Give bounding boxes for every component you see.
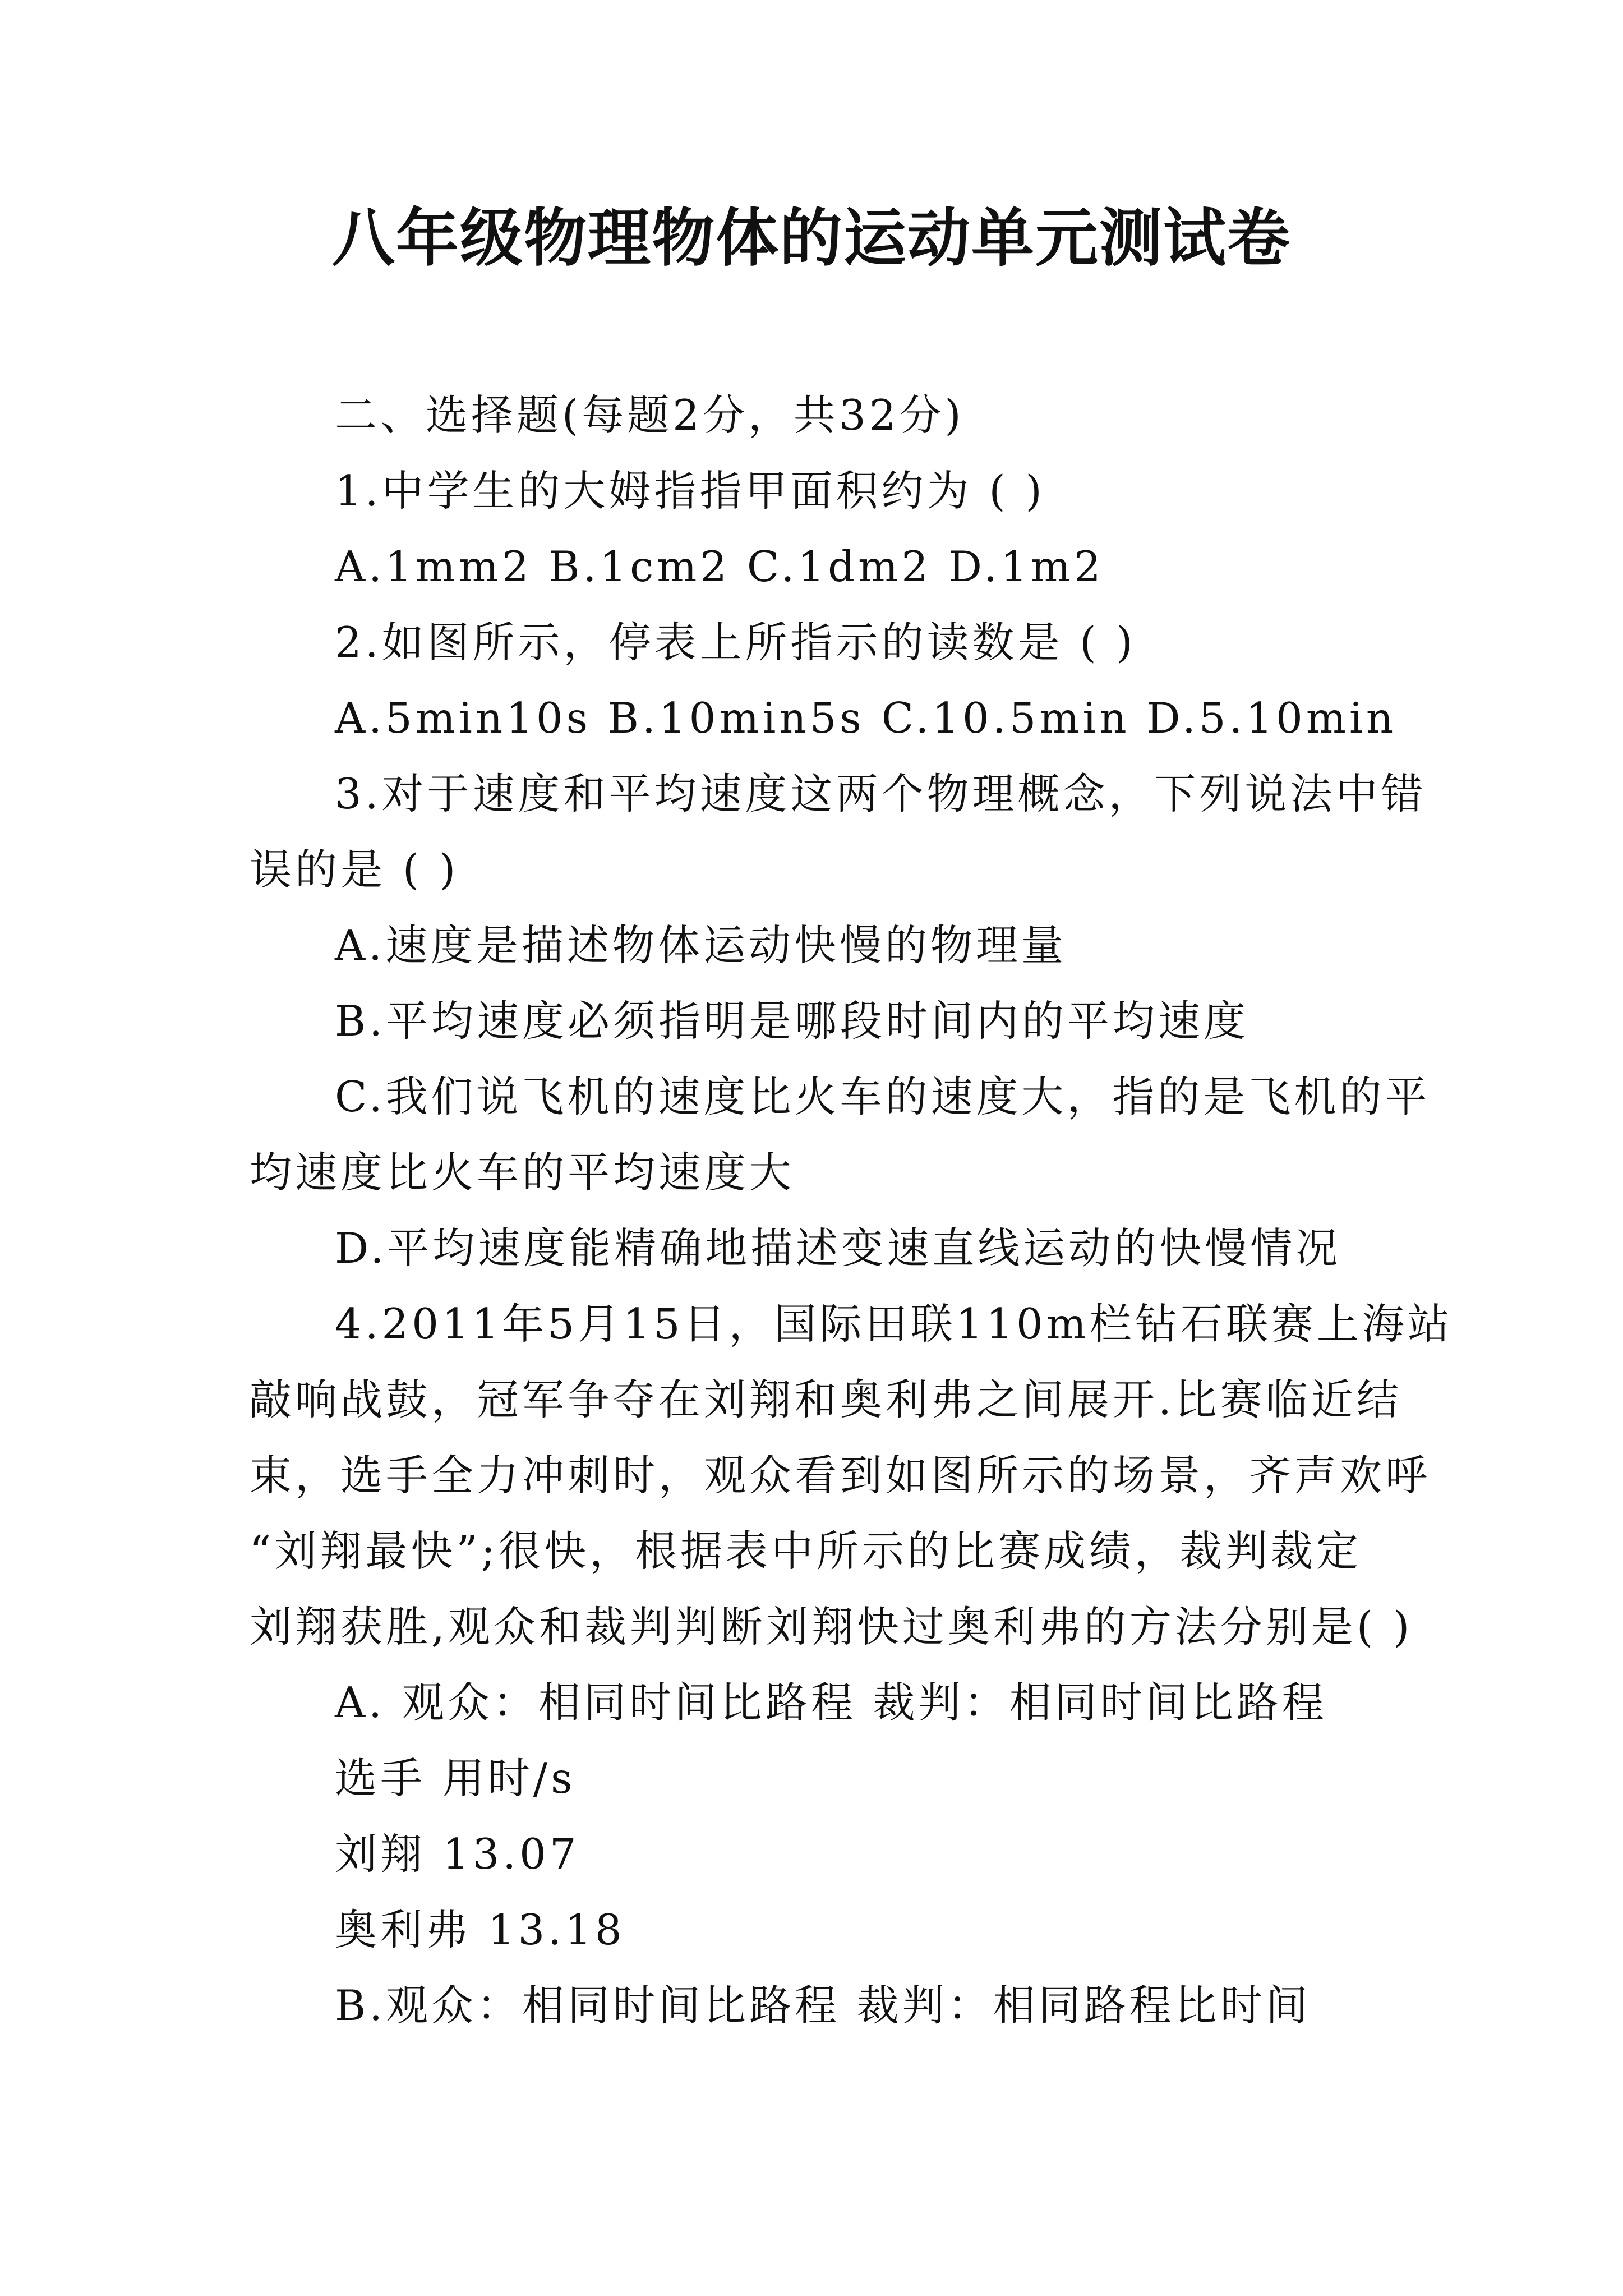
question-3: 3.对于速度和平均速度这两个物理概念，下列说法中错 xyxy=(335,769,1427,818)
question-3-option-a: A.速度是描述物体运动快慢的物理量 xyxy=(335,921,1067,970)
question-3-option-d: D.平均速度能精确地描述变速直线运动的快慢情况 xyxy=(335,1223,1341,1273)
results-table-header: 选手 用时/s xyxy=(335,1754,576,1803)
question-4-option-b: B.观众：相同时间比路程 裁判：相同路程比时间 xyxy=(335,1981,1311,2030)
results-table-row: 奥利弗 13.18 xyxy=(335,1905,625,1954)
question-4: 4.2011年5月15日，国际田联110m栏钻石联赛上海站 xyxy=(335,1299,1453,1349)
question-4-option-a: A. 观众：相同时间比路程 裁判：相同时间比路程 xyxy=(335,1678,1327,1727)
question-1-options: A.1mm2 B.1cm2 C.1dm2 D.1m2 xyxy=(335,542,1104,591)
question-4-cont-4: 刘翔获胜,观众和裁判判断刘翔快过奥利弗的方法分别是( ) xyxy=(250,1602,1413,1651)
question-3-cont: 误的是 ( ) xyxy=(250,845,459,894)
question-3-option-c-cont: 均速度比火车的平均速度大 xyxy=(250,1148,795,1197)
section-heading: 二、选择题(每题2分，共32分) xyxy=(335,390,965,440)
question-3-option-c: C.我们说飞机的速度比火车的速度大，指的是飞机的平 xyxy=(335,1072,1431,1121)
question-3-option-b: B.平均速度必须指明是哪段时间内的平均速度 xyxy=(335,996,1249,1046)
question-2: 2.如图所示，停表上所指示的读数是 ( ) xyxy=(335,618,1136,667)
question-4-cont-1: 敲响战鼓，冠军争夺在刘翔和奥利弗之间展开.比赛临近结 xyxy=(250,1375,1402,1424)
question-4-cont-2: 束，选手全力冲刺时，观众看到如图所示的场景，齐声欢呼 xyxy=(250,1451,1431,1500)
question-2-options: A.5min10s B.10min5s C.10.5min D.5.10min xyxy=(335,693,1397,743)
document-title: 八年级物理物体的运动单元测试卷 xyxy=(332,201,1291,275)
question-4-cont-3: “刘翔最快”;很快，根据表中所示的比赛成绩，裁判裁定 xyxy=(250,1526,1362,1576)
question-1: 1.中学生的大姆指指甲面积约为 ( ) xyxy=(335,466,1045,516)
results-table-row: 刘翔 13.07 xyxy=(335,1829,580,1879)
